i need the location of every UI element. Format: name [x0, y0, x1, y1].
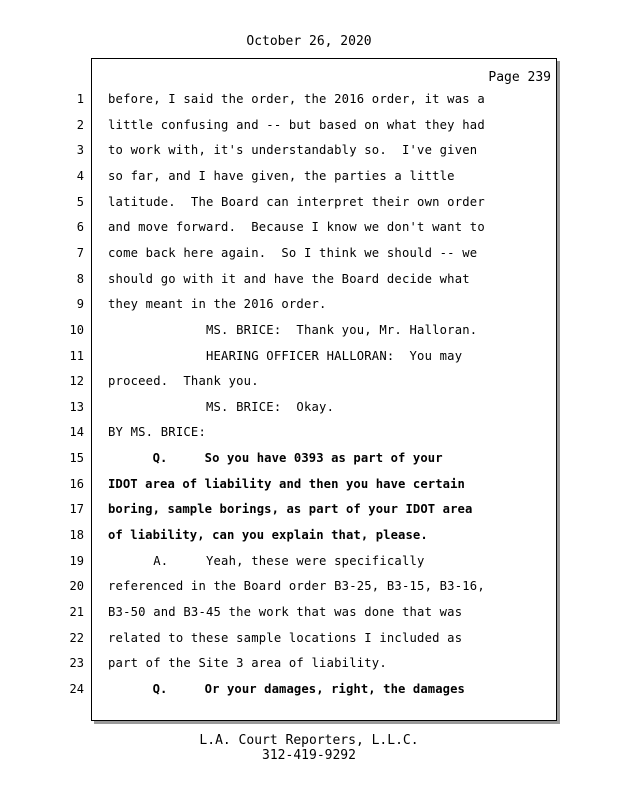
line-number: 19 — [69, 553, 84, 568]
line-number: 15 — [69, 451, 84, 466]
line-text: part of the Site 3 area of liability. — [108, 656, 387, 671]
transcript-line — [0, 141, 618, 167]
line-text: related to these sample locations I included as — [108, 630, 463, 645]
line-number: 10 — [69, 322, 84, 337]
transcript-line — [0, 167, 618, 193]
line-text: Q. Or your damages, right, the damages — [108, 681, 465, 696]
transcript-line — [0, 295, 618, 321]
transcript-line — [0, 218, 618, 244]
line-text: MS. BRICE: Okay. — [108, 399, 335, 414]
footer — [0, 733, 618, 763]
line-text: boring, sample borings, as part of your IDOT area — [108, 502, 473, 517]
footer-company: L.A. Court Reporters, L.L.C. — [199, 733, 419, 748]
line-text: of liability, can you explain that, please. — [108, 528, 428, 543]
transcript-line — [0, 629, 618, 655]
line-number: 4 — [76, 168, 84, 183]
line-number: 12 — [69, 374, 84, 389]
line-number: 6 — [76, 220, 84, 235]
page-number: Page 239 — [488, 70, 551, 85]
transcript-line — [0, 500, 618, 526]
transcript-line — [0, 552, 618, 578]
line-text: Q. So you have 0393 as part of your — [108, 451, 443, 466]
line-text: little confusing and -- but based on what they had — [108, 117, 485, 132]
transcript-line — [0, 90, 618, 116]
line-text: come back here again. So I think we should -- we — [108, 245, 478, 260]
line-number: 11 — [69, 348, 84, 363]
line-number: 13 — [69, 399, 84, 414]
line-number: 24 — [69, 681, 84, 696]
transcript-line — [0, 577, 618, 603]
transcript-line — [0, 347, 618, 373]
line-text: and move forward. Because I know we don't want to — [108, 220, 485, 235]
header-date: October 26, 2020 — [246, 34, 372, 49]
line-text: MS. BRICE: Thank you, Mr. Halloran. — [108, 322, 478, 337]
line-number: 14 — [69, 425, 84, 440]
line-number: 1 — [76, 92, 84, 106]
line-number: 5 — [76, 194, 84, 209]
transcript-line — [0, 244, 618, 270]
line-text: should go with it and have the Board decide what — [108, 271, 470, 286]
transcript-line — [0, 475, 618, 501]
line-text: to work with, it's understandably so. I've given — [108, 143, 478, 158]
line-number: 16 — [69, 476, 84, 491]
line-number: 9 — [76, 297, 84, 312]
line-text: BY MS. BRICE: — [108, 425, 206, 440]
transcript-line — [0, 423, 618, 449]
transcript-line — [0, 321, 618, 347]
transcript-line — [0, 193, 618, 219]
line-text: A. Yeah, these were specifically — [108, 553, 425, 568]
line-number: 22 — [69, 630, 84, 645]
line-text: so far, and I have given, the parties a little — [108, 168, 455, 183]
line-number: 20 — [69, 579, 84, 594]
line-text: proceed. Thank you. — [108, 374, 259, 389]
line-number: 7 — [76, 245, 84, 260]
line-text: they meant in the 2016 order. — [108, 297, 327, 312]
line-number: 18 — [69, 528, 84, 543]
line-text: HEARING OFFICER HALLORAN: You may — [108, 348, 463, 363]
transcript-line — [0, 116, 618, 142]
line-number: 8 — [76, 271, 84, 286]
transcript-line — [0, 654, 618, 680]
line-text: IDOT area of liability and then you have certain — [108, 476, 465, 491]
line-text: B3-50 and B3-45 the work that was done that was — [108, 605, 463, 619]
line-text: referenced in the Board order B3-25, B3-15, B3-16, — [108, 579, 485, 594]
transcript-line — [0, 526, 618, 552]
line-number: 17 — [69, 502, 84, 517]
line-text: latitude. The Board can interpret their own order — [108, 194, 485, 209]
line-text: before, I said the order, the 2016 order, it was a — [108, 92, 485, 106]
line-number: 23 — [69, 656, 84, 671]
transcript-line — [0, 398, 618, 424]
transcript-line — [0, 270, 618, 296]
footer-phone: 312-419-9292 — [262, 748, 356, 763]
line-number: 2 — [76, 117, 84, 132]
line-number: 3 — [76, 143, 84, 158]
transcript-line — [0, 680, 618, 706]
transcript-line — [0, 449, 618, 475]
line-number: 21 — [69, 605, 84, 619]
transcript-line — [0, 603, 618, 629]
transcript-line — [0, 372, 618, 398]
